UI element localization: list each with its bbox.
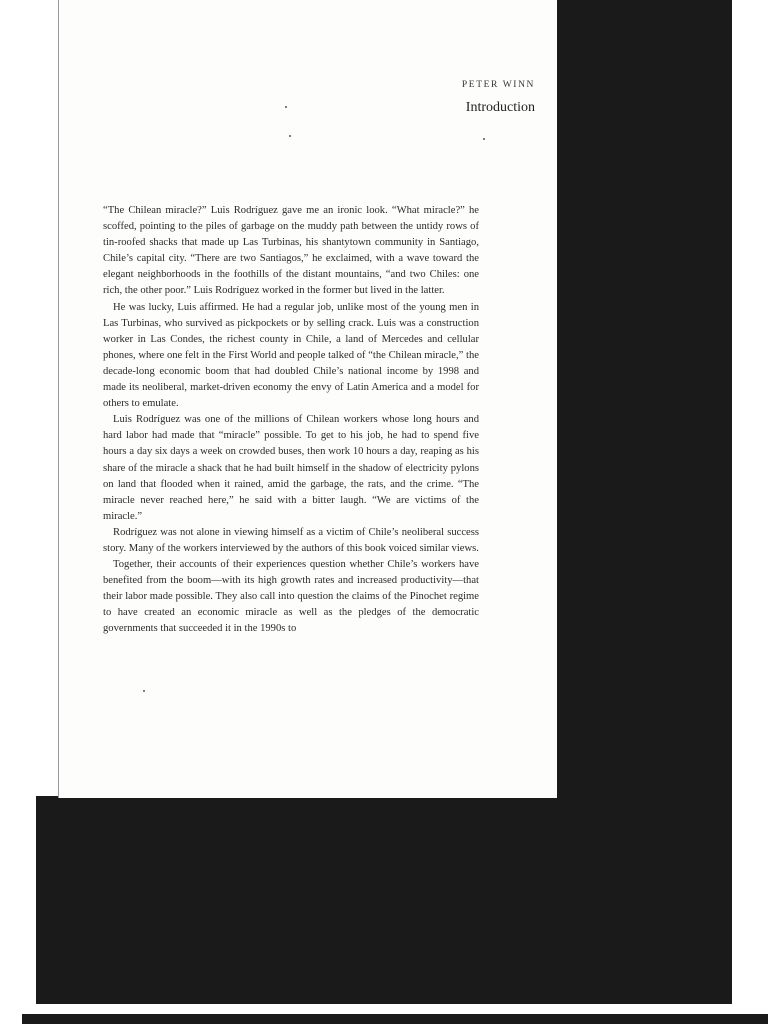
book-page [58,0,557,798]
running-head: PETER WINN [461,80,535,90]
scan-speck [143,690,145,692]
chapter-title: Introduction [465,100,535,115]
scan-border-bottom [36,796,732,1004]
body-text [103,203,479,638]
paragraph-3: Luis Rodríguez was one of the millions of Chilean workers whose long hours and hard labor had made that “miracle” possible. To get to his job, he had to spend five hours a day six days a week on crowded buses, then work 10 hours a day, reaping as his share of the miracle a shack that he had built himself in the shadow of electricity pylons on land that flooded when it rained, amid the garbage, the rats, and the crime. “The miracle never reached here,” he said with a bitter laugh. “We are victims of the miracle.” [103,414,479,522]
paragraph-5: Together, their accounts of their experiences question whether Chile’s workers have benefited from the boom—with its high growth rates and increased productivity—that their labor made possible. They also call into question the claims of the Pinochet regime to have created an economic miracle as well as the pledges of the democratic governments that succeeded it in the 1990s to [103,559,479,635]
scan-speck [483,138,485,140]
paragraph-2: He was lucky, Luis affirmed. He had a regular job, unlike most of the young men in Las Turbinas, who survived as pickpockets or by selling crack. Luis was a construction worker in Las Condes, the richest county in Chile, a land of Mercedes and cellular phones, where one felt in the First World and people talked of “the Chilean miracle,” the decade-long economic boom that had doubled Chile’s national income by 1998 and made its neoliberal, market-driven economy the envy of Latin America and a model for others to emulate. [103,301,479,410]
paragraph-4: Rodríguez was not alone in viewing himself as a victim of Chile’s neoliberal success story. Many of the workers interviewed by the authors of this book voiced similar views. [103,526,479,554]
paragraph-1: “The Chilean miracle?” Luis Rodríguez gave me an ironic look. “What miracle?” he scoffed, pointing to the piles of garbage on the muddy path between the untidy rows of tin-roofed shacks that made up Las Turbinas, his shantytown community in Santiago, Chile’s capital city. “There are two Santiagos,” he exclaimed, with a wave toward the elegant neighborhoods in the foothills of the distant mountains, “and two Chiles: one rich, the other poor.” Luis Rodríguez worked in the former but lived in the latter. [103,205,479,297]
scan-border-strip [22,1014,768,1024]
scan-border-right [556,0,732,800]
scan-speck [285,106,287,108]
scan-speck [289,135,291,137]
